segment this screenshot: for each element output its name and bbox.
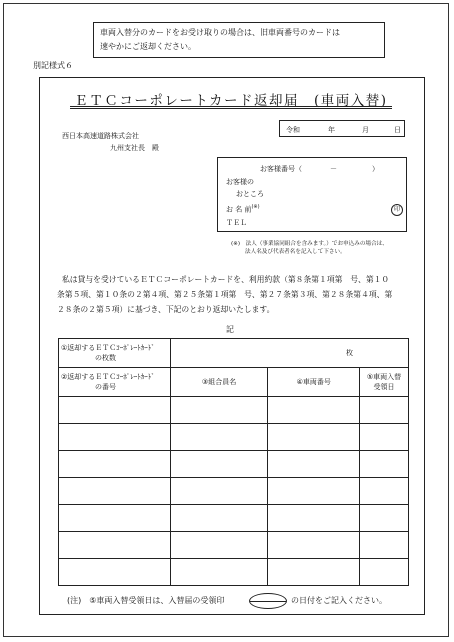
ki-heading: 記: [226, 325, 234, 334]
cell[interactable]: [170, 559, 268, 586]
title-underline-2: [70, 108, 392, 109]
cell[interactable]: [268, 451, 360, 478]
header-member-name: ③組合員名: [170, 368, 268, 397]
cell[interactable]: [360, 478, 409, 505]
cell[interactable]: [268, 397, 360, 424]
cell[interactable]: [170, 397, 268, 424]
customer-name-label: [226, 204, 260, 214]
customer-info-box[interactable]: [217, 157, 407, 232]
customer-address-label-2: おところ: [236, 190, 264, 198]
card-count-unit: 枚: [346, 349, 353, 357]
footer-note-tail: の日付をご記入ください。: [291, 596, 387, 605]
cell[interactable]: [170, 451, 268, 478]
cell[interactable]: [59, 397, 171, 424]
cell[interactable]: [268, 559, 360, 586]
table-row[interactable]: [59, 451, 409, 478]
header-receipt-date: [360, 368, 409, 397]
header-card-number-1: ②返却するＥＴＣｺｰﾎﾟﾚｰﾄｶｰﾄﾞ: [61, 373, 155, 381]
cell[interactable]: [59, 505, 171, 532]
title-underline: [70, 106, 392, 107]
card-count-label: [59, 339, 171, 368]
form-label: 別記様式６: [33, 61, 73, 70]
cell[interactable]: [360, 559, 409, 586]
declaration-line-2: 条第５項、第１０条の２第４項、第２５条第１項第 号、第２７条第３項、第２８条第４項、第: [57, 290, 393, 299]
cell[interactable]: [59, 478, 171, 505]
cell[interactable]: [360, 532, 409, 559]
cell[interactable]: [268, 478, 360, 505]
cell[interactable]: [170, 478, 268, 505]
name-note-mark: (※): [251, 204, 260, 210]
header-receipt-date-1: ⑤車両入替: [366, 373, 402, 381]
customer-address-label-1: お客様の: [226, 178, 254, 186]
notice-line-2: 速やかにご返却ください。: [100, 42, 196, 51]
header-card-number: [59, 368, 171, 397]
date-year: 年: [328, 126, 335, 134]
cell[interactable]: [360, 397, 409, 424]
form-title: ＥＴＣコーポレートカード返却届 (車両入替): [74, 93, 388, 109]
cell[interactable]: [360, 451, 409, 478]
notice-line-1: 車両入替分のカードをお受け取りの場合は、旧車両番号のカードは: [100, 28, 340, 37]
table-row[interactable]: [59, 505, 409, 532]
seal-mark-icon: 印: [391, 204, 403, 216]
cell[interactable]: [268, 505, 360, 532]
customer-number-label: お客様番号（ － ）: [260, 165, 379, 173]
header-card-number-2: の番号: [95, 383, 116, 391]
card-count-row: [59, 339, 409, 368]
table-row[interactable]: [59, 559, 409, 586]
note-line-1: (※) 法人（事業協同組合を含みます。）でお申込みの場合は、: [231, 241, 388, 247]
cell[interactable]: [170, 532, 268, 559]
date-box[interactable]: [279, 120, 405, 137]
cell[interactable]: [59, 451, 171, 478]
header-receipt-date-2: 受領日: [373, 383, 395, 391]
notice-box: [93, 22, 385, 58]
customer-tel-label: ＴＥＬ: [226, 219, 247, 227]
cell[interactable]: [268, 532, 360, 559]
table-row[interactable]: [59, 424, 409, 451]
name-label-text: お 名 前: [226, 205, 252, 214]
cell[interactable]: [360, 505, 409, 532]
date-day: 日: [394, 126, 401, 134]
date-month: 月: [362, 126, 369, 134]
cell[interactable]: [268, 424, 360, 451]
cell[interactable]: [170, 505, 268, 532]
cell[interactable]: [59, 424, 171, 451]
table-row[interactable]: [59, 532, 409, 559]
card-count-label-2: の枚数: [95, 354, 116, 362]
footer-note-lead: (注) ⑤車両入替受領日は、入替届の受領印: [67, 596, 225, 605]
date-era: 令和: [286, 126, 300, 134]
addressee-person: 九州支社長 殿: [110, 144, 159, 152]
receipt-stamp-line: [250, 601, 286, 602]
table-row[interactable]: [59, 478, 409, 505]
card-count-field[interactable]: [170, 339, 408, 368]
header-vehicle-number: ④車両番号: [268, 368, 360, 397]
declaration-line-3: ２８条の２第５項）に基づき、下記のとおり返却いたします。: [57, 305, 275, 314]
addressee-company: 西日本高速道路株式会社: [62, 132, 139, 140]
declaration-line-1: 私は貸与を受けているＥＴＣコーポレートカードを、利用約款（第８条第１項第 号、第１０: [62, 275, 390, 284]
note-line-2: 法人名及び代表者名を記入して下さい。: [245, 249, 346, 255]
card-count-label-1: ①返却するＥＴＣｺｰﾎﾟﾚｰﾄｶｰﾄﾞ: [61, 344, 155, 352]
corporate-note: [231, 240, 388, 256]
cell[interactable]: [170, 424, 268, 451]
cell[interactable]: [59, 532, 171, 559]
table-row[interactable]: [59, 397, 409, 424]
cell[interactable]: [360, 424, 409, 451]
cell[interactable]: [59, 559, 171, 586]
declaration-text: [57, 272, 414, 317]
return-card-table: [58, 338, 409, 586]
header-row: [59, 368, 409, 397]
